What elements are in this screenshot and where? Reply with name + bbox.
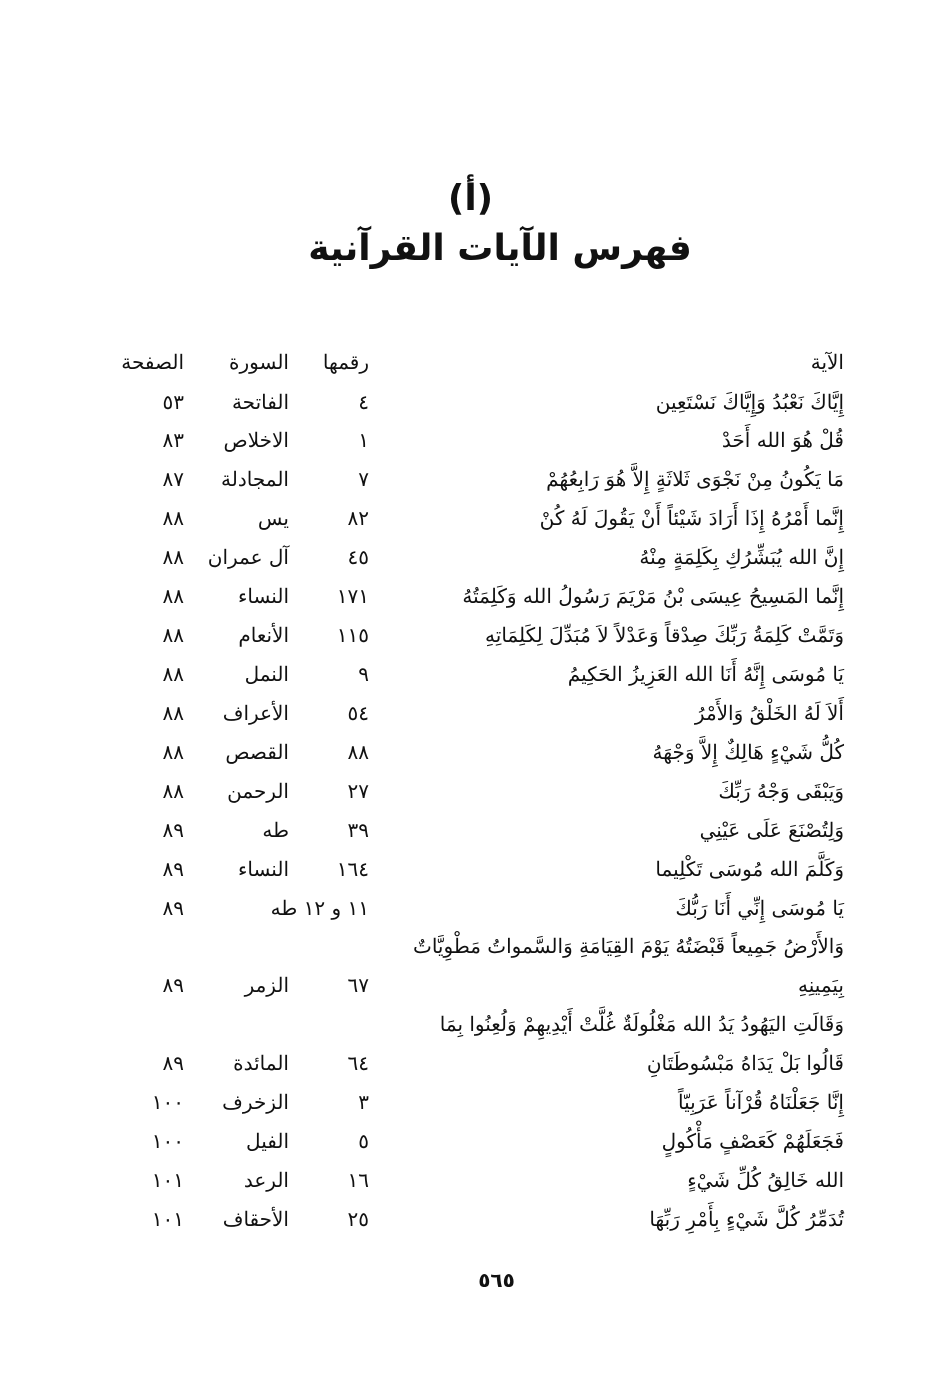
- verse-number: ١١٥: [336, 623, 369, 647]
- sura-name: الأحقاف: [222, 1207, 289, 1231]
- verse-number: ١٧١: [336, 584, 369, 608]
- sura-name: النساء: [237, 584, 289, 608]
- section-number: (أ): [447, 178, 494, 219]
- verse-text: تُدَمِّرُ كُلَّ شَيْءٍ بِأَمْرِ رَبِّهَا: [649, 1207, 844, 1231]
- footer-page-number: ٥٦٥: [478, 1268, 515, 1292]
- verse-text: إِيَّاكَ نَعْبُدُ وَإِيَّاكَ نَسْتَعِين: [655, 390, 844, 414]
- sura-name: الرعد: [243, 1168, 289, 1192]
- verse-text: وَلِتُصْنَعَ عَلَى عَيْنِي: [699, 818, 844, 842]
- sura-name: الاخلاص: [223, 428, 289, 452]
- sura-name: الزخرف: [222, 1090, 289, 1114]
- page-ref: ٨٩: [162, 973, 184, 997]
- verse-text: إِنَّ الله يُبَشِّرُكِ بِكَلِمَةٍ مِنْهُ: [639, 545, 844, 569]
- verse-text: الله خَالِقُ كُلِّ شَيْءٍ: [687, 1168, 844, 1192]
- verse-number: ٩: [358, 662, 369, 686]
- sura-name: يس: [257, 506, 289, 530]
- sura-name: الأنعام: [238, 623, 289, 647]
- verse-text: إِنَّما أَمْرُهُ إِذَا أَرَادَ شَيْئاً أَنْ يَقُولَ لَهُ كُنْ: [539, 506, 844, 530]
- verse-text: مَا يَكُونُ مِنْ نَجْوَى ثَلاثَةٍ إِلاَّ هُوَ رَابِعُهُمْ: [546, 467, 844, 491]
- verse-number: ١٦٤: [336, 857, 369, 881]
- sura-name: الزمر: [244, 973, 289, 997]
- verse-number: ٨٢: [347, 506, 369, 530]
- page-ref: ٨٩: [162, 1051, 184, 1075]
- verse-number: ٥٤: [347, 701, 369, 725]
- page-ref: ٨٩: [162, 896, 184, 920]
- header-sura: السورة: [229, 350, 289, 374]
- sura-name: طه: [262, 818, 289, 842]
- verse-text: أَلاَ لَهُ الخَلْقُ وَالأَمْرُ: [694, 701, 844, 725]
- verse-text: وَيَبْقَى وَجْهُ رَبِّكَ: [718, 779, 844, 803]
- verse-text: يَا مُوسَى إِنَّهُ أَنَا الله العَزِيزُ الحَكِيمُ: [567, 662, 844, 686]
- page-ref: ٨٨: [162, 701, 184, 725]
- sura-name: المجادلة: [221, 467, 289, 491]
- header-page: الصفحة: [121, 350, 184, 374]
- verse-number: ٨٨: [347, 740, 369, 764]
- verse-number: ٢٥: [347, 1207, 369, 1231]
- verse-number: ٣: [358, 1090, 369, 1114]
- page-ref: ٨٨: [162, 740, 184, 764]
- verse-number: ٦٤: [347, 1051, 369, 1075]
- verse-number: ٥: [358, 1129, 369, 1153]
- verse-text: كُلُّ شَيْءٍ هَالِكٌ إِلاَّ وَجْهَهُ: [652, 740, 844, 764]
- verse-text-line1: وَقَالَتِ اليَهُودُ يَدُ الله مَغْلُولَةٌ غُلَّتْ أَيْدِيهِمْ وَلُعِنُوا بِمَا: [439, 1012, 844, 1036]
- verse-text: وَكَلَّمَ الله مُوسَى تَكْلِيما: [655, 857, 844, 881]
- page-ref: ٨٣: [162, 428, 184, 452]
- page-ref: ٨٨: [162, 584, 184, 608]
- page-ref: ٨٩: [162, 818, 184, 842]
- verse-number: ٤٥: [347, 545, 369, 569]
- page-ref: ٨٩: [162, 857, 184, 881]
- sura-name: الأعراف: [222, 701, 289, 725]
- verse-text: قُلْ هُوَ الله أَحَدْ: [721, 428, 844, 452]
- verse-text: إِنَّما المَسِيحُ عِيسَى بْنُ مَرْيَمَ رَسُولُ الله وَكَلِمَتُهُ: [462, 584, 844, 608]
- page-title: فهرس الآيات القرآنية: [308, 228, 692, 269]
- sura-name: النمل: [244, 662, 289, 686]
- verse-number: ٢٧: [347, 779, 369, 803]
- page-ref: ٨٨: [162, 545, 184, 569]
- page-ref: ١٠١: [151, 1168, 184, 1192]
- verse-number: ١: [358, 428, 369, 452]
- sura-name: القصص: [225, 740, 289, 764]
- sura-name: آل عمران: [207, 545, 289, 569]
- verse-number: ١٦: [347, 1168, 369, 1192]
- page-ref: ٨٧: [162, 467, 184, 491]
- page-ref: ٨٨: [162, 506, 184, 530]
- verse-text: وَتَمَّتْ كَلِمَةُ رَبِّكَ صِدْقاً وَعَدْلاً لاَ مُبَدِّلَ لِكَلِمَاتِهِ: [485, 623, 844, 647]
- verse-number: ٤: [358, 390, 369, 414]
- header-verse: الآية: [810, 350, 844, 374]
- sura-name: الفاتحة: [231, 390, 289, 414]
- page-ref: ١٠٠: [151, 1090, 184, 1114]
- verse-number: ٣٩: [347, 818, 369, 842]
- sura-name: المائدة: [233, 1051, 289, 1075]
- sura-name: النساء: [237, 857, 289, 881]
- sura-name: الرحمن: [227, 779, 289, 803]
- page-ref: ٨٨: [162, 623, 184, 647]
- verse-text: بِيَمِينِهِ: [798, 973, 844, 997]
- verse-text: يَا مُوسَى إِنِّي أَنَا رَبُّكَ: [675, 896, 844, 920]
- page-ref: ١٠١: [151, 1207, 184, 1231]
- sura-name: الفيل: [246, 1129, 289, 1153]
- verse-number: ٧: [358, 467, 369, 491]
- header-number: رقمها: [322, 350, 369, 374]
- page-ref: ٨٨: [162, 779, 184, 803]
- page-ref: ٥٣: [162, 390, 184, 414]
- verse-text: قَالُوا بَلْ يَدَاهُ مَبْسُوطَتَانِ: [646, 1051, 844, 1075]
- verse-text-line1: وَالأَرْضُ جَمِيعاً قَبْضَتُهُ يَوْمَ القِيَامَةِ وَالسَّمواتُ مَطْوِيَّاتٌ: [413, 934, 844, 958]
- page-ref: ٨٨: [162, 662, 184, 686]
- page-ref: ١٠٠: [151, 1129, 184, 1153]
- verse-number: ٦٧: [347, 973, 369, 997]
- verse-text: فَجَعَلَهُمْ كَعَصْفٍ مَأْكُولٍ: [661, 1129, 844, 1153]
- verse-number-and-sura: ١١ و ١٢ طه: [270, 896, 369, 920]
- verse-text: إِنَّا جَعَلْنَاهُ قُرْآناً عَرَبِيّاً: [677, 1090, 844, 1114]
